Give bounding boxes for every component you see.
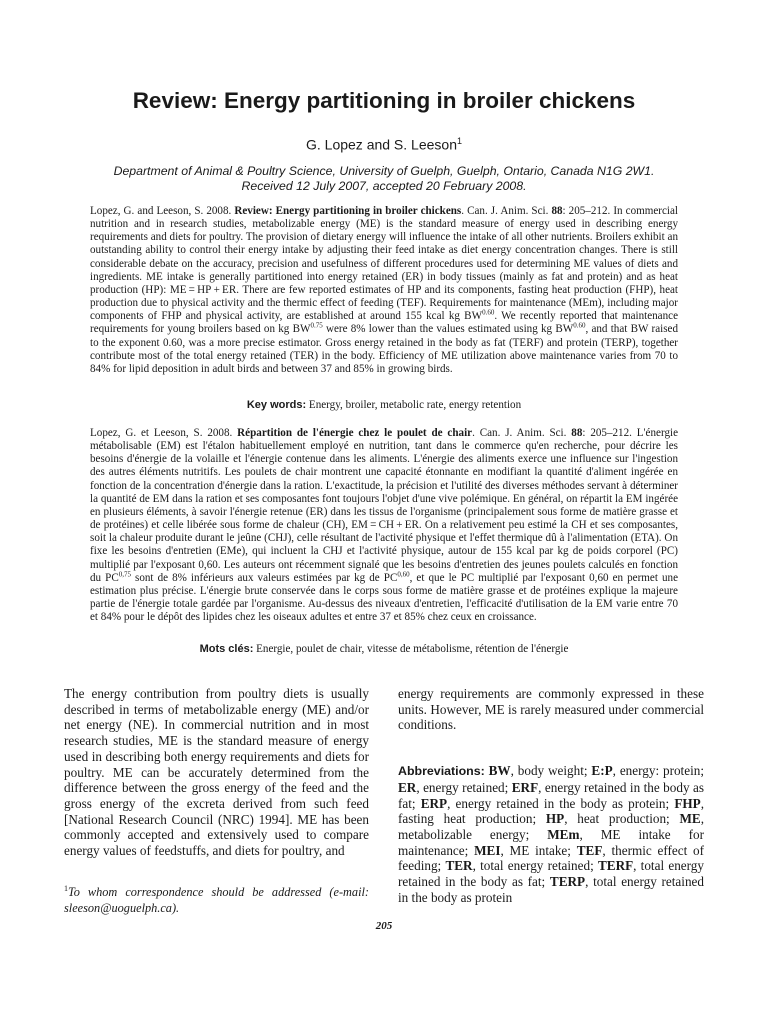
abbreviation-definition: , energy: protein;	[612, 763, 704, 779]
abbreviation-term: TER	[445, 858, 473, 874]
received-dates: Received 12 July 2007, accepted 20 February 2008.	[241, 179, 527, 193]
body-column-right	[398, 686, 704, 905]
abbreviation-definition: , heat production;	[564, 811, 680, 827]
abbreviations-heading: Abbreviations:	[398, 764, 485, 779]
abbreviation-term: E:P	[591, 763, 613, 779]
abstract-en-exponent: 0.60	[573, 321, 586, 330]
abstract-fr-exponent: 0,60	[397, 570, 410, 579]
keywords-text: Energy, broiler, metabolic rate, energy retention	[308, 399, 522, 411]
abbreviation-term: MEm	[547, 826, 580, 842]
abstract-en-citation-title: Review: Energy partitioning in broiler chickens	[234, 205, 462, 217]
abbreviation-definition: , energy retained;	[416, 779, 512, 795]
article-title: Review: Energy partitioning in broiler chickens	[132, 88, 636, 113]
abstract-fr-exponent: 0,75	[118, 570, 131, 579]
abbreviation-term: ERF	[511, 779, 539, 795]
abbreviation-term: MEI	[474, 842, 501, 858]
abbreviations-block	[398, 763, 704, 905]
abbreviation-term: ERP	[420, 795, 448, 811]
abbreviation-term: BW	[488, 763, 511, 779]
abbreviation-definition: , total energy retained in the body as fat;	[398, 858, 704, 890]
page-number: 205	[375, 920, 393, 932]
abstract-en-citation-journal: . Can. J. Anim. Sci.	[461, 205, 552, 217]
abbreviation-definition: , metabolizable energy;	[398, 811, 704, 842]
abstract-fr-citation-pages: : 205–212.	[582, 427, 637, 439]
footnote-mark: 1	[64, 884, 68, 893]
abbreviation-definition: , energy retained in the body as fat;	[398, 779, 704, 811]
abstract-en-text: . We recently reported that maintenance requirements for young broilers based on kg BW	[90, 310, 679, 336]
abbreviation-definition: , body weight;	[510, 763, 592, 779]
abbreviation-term: FHP	[674, 795, 701, 811]
abstract-english	[90, 205, 678, 376]
keywords-text: Energie, poulet de chair, vitesse de métabolisme, rétention de l'énergie	[256, 643, 569, 655]
abstract-french	[90, 427, 678, 624]
abbreviation-definition: , ME intake;	[500, 842, 577, 858]
abstract-en-text: were 8% lower than the values estimated using kg BW	[322, 323, 574, 336]
body-paragraph: energy requirements are commonly expressed in these units. However, ME is rarely measured under commercial conditions.	[398, 686, 704, 733]
abbreviation-term: TEF	[576, 842, 603, 858]
abstract-fr-citation-authors: Lopez, G. et Leeson, S. 2008.	[90, 427, 238, 439]
abstract-en-text: In commercial nutrition and in research studies, metabolizable energy (ME) is the standard measure of energy used in describing energy requirements and diets for poultry. The provision of dietary energy will influence the intake of all other nutrients. Broilers exhibit an outstanding ability to control their energy intake by adjusting their feed intake as diet energy concentration changes. There is still considerable debate on the accuracy, precision and usefulness of different procedures used for determining ME values of diets and ingredients. ME intake is generally partitioned into energy retained (ER) in body tissues (mainly as fat and protein) and as heat production (HP): ME = HP + ER. There are few reported estimates of HP and its components, fasting heat production (FHP), heat production due to physical activity and the thermic effect of feeding (TEF). Requirements for maintenance (MEm), including major components of FHP and physical activity, are established at around 155 kcal kg BW	[90, 205, 679, 323]
abstract-fr-text: , et que le PC multiplié par l'exposant 0,60 en permet une estimation plus précise. L'énergie brute conservée dans le corps sous forme de matière grasse et de protéines explique la majeure partie de l'énergie totale gardée par l'organisme. Au-dessus des niveaux d'entretien, l'efficacité d'utilisation de la EM varie entre 70 et 84% pour le dépôt des lipides chez les oiseaux adultes et entre 37 et 85% chez ceux en croissance.	[90, 571, 678, 624]
footnote	[64, 881, 369, 916]
abstract-en-citation-authors: Lopez, G. and Leeson, S. 2008.	[90, 205, 235, 217]
abstract-fr-citation-volume: 88	[571, 427, 583, 439]
body-column-left	[64, 686, 369, 859]
abbreviation-definition: , total energy retained in the body as protein	[398, 874, 704, 905]
abbreviation-definition: , fasting heat production;	[398, 795, 704, 827]
abstract-en-exponent: 0.75	[310, 321, 323, 330]
abbreviation-definition: , energy retained in the body as protein;	[447, 795, 675, 811]
abbreviation-definition: , ME intake for maintenance;	[398, 826, 705, 858]
abbreviation-definition: , thermic effect of feeding;	[398, 842, 705, 874]
abstract-fr-text: L'énergie métabolisable (EM) est l'étalon habituellement employé en nutrition, tant dans le commerce qu'en recherche, pour décrire les besoins d'énergie de la volaille et l'énergie contenue dans les aliments. L'énergie des aliments exerce une influence sur l'ingestion des autres éléments nutritifs. Les poulets de chair montrent une capacité étonnante en modifiant la quantité d'aliment ingérée en fonction de la concentration d'énergie dans la ration. L'exactitude, la précision et l'utilité des diverses méthodes servant à déterminer la quantité de EM dans la ration et ses composantes font toujours l'objet d'une vive polémique. En général, on répartit la EM ingérée en plusieurs éléments, à savoir l'énergie retenue (ER) dans les tissus de l'organisme (principalement sous forme de matière grasse et de protéines) et celle libérée sous forme de chaleur (CH), EM = CH + ER. On a relativement peu estimé la CH et ses composantes, soit la chaleur produite durant le jeûne (CHJ), celle résultant de l'activité physique et l'effet thermique dû à l'alimentation (ETA). On fixe les besoins d'entretien (EMe), qui incluent la CHJ et l'activité physique, autour de 155 kcal par kg de poids corporel (PC) multiplié par l'exposant 0,60. Les auteurs ont récemment signalé que les besoins d'entretien des jeunes poulets calculés en fonction du PC	[90, 427, 678, 584]
authors: G. Lopez and S. Leeson	[305, 136, 457, 153]
keywords-french	[0, 643, 768, 655]
abstract-fr-citation-title: Répartition de l'énergie chez le poulet de chair	[237, 427, 473, 439]
footnote-text: To whom correspondence should be addressed (e-mail: sleeson@uoguelph.ca).	[64, 885, 369, 915]
abbreviation-term: TERP	[549, 874, 586, 890]
author-line	[0, 136, 768, 153]
abbreviations-list	[398, 763, 704, 905]
abbreviation-term: ME	[679, 811, 701, 827]
abstract-en-exponent: 0.60	[482, 308, 495, 317]
abbreviation-term: HP	[545, 811, 565, 827]
abbreviation-term: ER	[398, 779, 417, 795]
keywords-label: Key words:	[246, 399, 307, 411]
abstract-fr-text: sont de 8% inférieurs aux valeurs estimées par kg de PC	[130, 571, 398, 584]
affiliation: Department of Animal & Poultry Science, University of Guelph, Guelph, Ontario, Canada N1G 2W1.	[113, 164, 655, 178]
affiliation-block	[60, 164, 708, 194]
abbreviation-term: TERF	[597, 858, 634, 874]
abstract-en-citation-volume: 88	[551, 205, 563, 217]
abbreviation-definition: , total energy retained;	[472, 858, 598, 874]
author-footnote-mark: 1	[456, 136, 462, 146]
abstract-en-citation-pages: : 205–212.	[562, 205, 614, 217]
body-paragraph: The energy contribution from poultry diets is usually described in terms of metabolizable energy (ME) and/or net energy (NE). In commercial nutrition and in most research studies, ME is the standard measure of energy used in describing both energy requirements and diets for poultry. ME can be accurately determined from the difference between the gross energy of the feed and the gross energy of the excreta derived from such feed [National Research Council (NRC) 1994]. ME has been commonly accepted and extensively used to compare energy values of feedstuffs, and diets for poultry, and	[64, 686, 369, 859]
abstract-en-text: , and that BW raised to the exponent 0.60, was a more precise estimator. Gross energy retained in the body as fat (TERF) and protein (TERP), together contribute most of the total energy retained (TER) in the body. Efficiency of ME utilization above maintenance varies from 70 to 84% for lipid deposition in adult birds and between 37 and 85% in growing birds.	[90, 323, 678, 375]
abstract-fr-citation-journal: . Can. J. Anim. Sci.	[472, 427, 572, 439]
keywords-english	[0, 399, 768, 411]
keywords-label: Mots clés:	[199, 643, 254, 655]
